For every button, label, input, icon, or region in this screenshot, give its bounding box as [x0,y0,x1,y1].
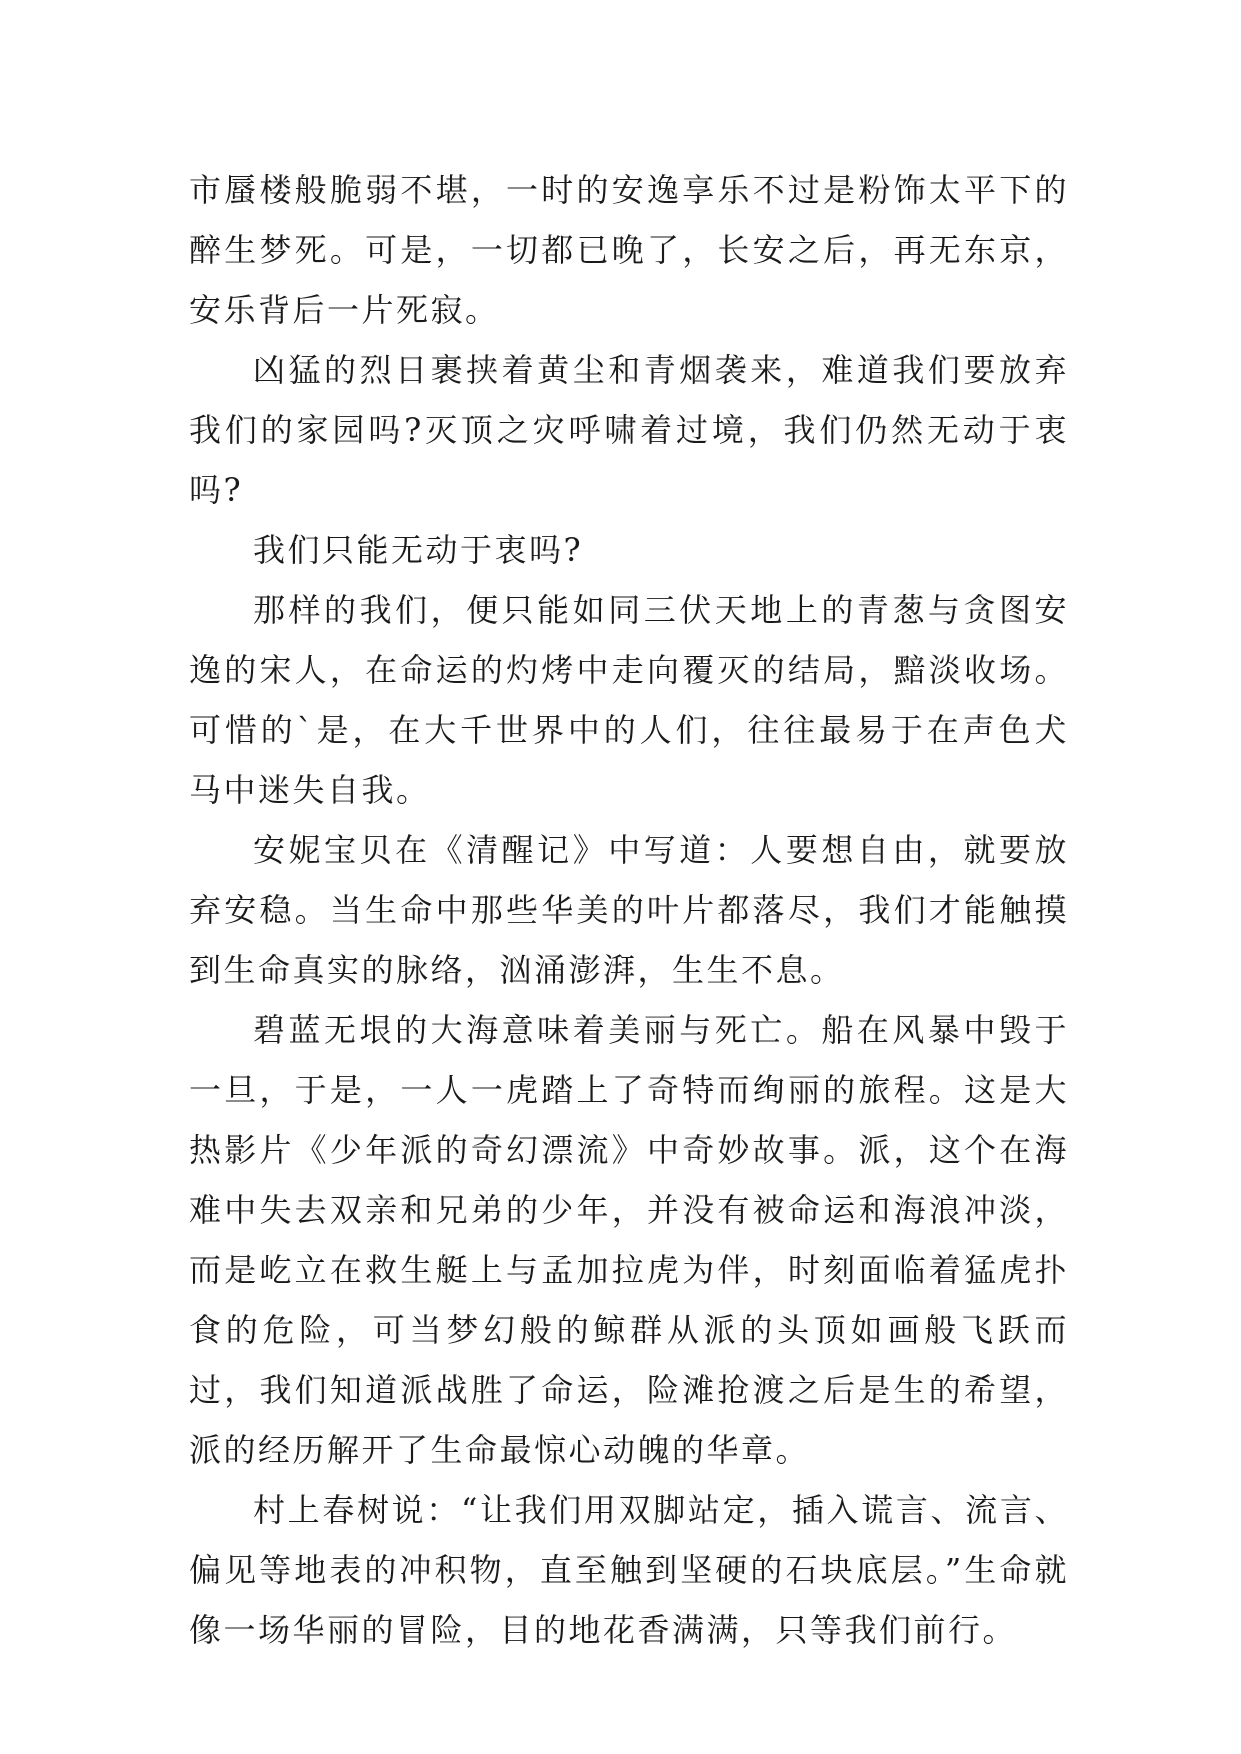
paragraph-7: 村上春树说：“让我们用双脚站定，插入谎言、流言、偏见等地表的冲积物，直至触到坚硬的石块底层。”生命就像一场华丽的冒险，目的地花香满满，只等我们前行。 [189,1491,1069,1649]
paragraph-4: 那样的我们，便只能如同三伏天地上的青葱与贪图安逸的宋人，在命运的灼烤中走向覆灭的结局，黯淡收场。可惜的`是，在大千世界中的人们，往往最易于在声色犬马中迷失自我。 [189,591,1069,809]
paragraph-2: 凶猛的烈日裹挟着黄尘和青烟袭来，难道我们要放弃我们的家园吗?灭顶之灾呼啸着过境，我们仍然无动于衷吗? [189,351,1069,509]
paragraph-3: 我们只能无动于衷吗? [253,531,584,569]
paragraph-1: 市蜃楼般脆弱不堪，一时的安逸享乐不过是粉饰太平下的醉生梦死。可是，一切都已晚了，长安之后，再无东京，安乐背后一片死寂。 [189,171,1069,329]
paragraph-5: 安妮宝贝在《清醒记》中写道：人要想自由，就要放弃安稳。当生命中那些华美的叶片都落尽，我们才能触摸到生命真实的脉络，汹涌澎湃，生生不息。 [189,831,1069,989]
document-body [189,160,1069,1660]
paragraph-6: 碧蓝无垠的大海意味着美丽与死亡。船在风暴中毁于一旦，于是，一人一虎踏上了奇特而绚丽的旅程。这是大热影片《少年派的奇幻漂流》中奇妙故事。派，这个在海难中失去双亲和兄弟的少年，并没有被命运和海浪冲淡，而是屹立在救生艇上与孟加拉虎为伴，时刻面临着猛虎扑食的危险，可当梦幻般的鲸群从派的头顶如画般飞跃而过，我们知道派战胜了命运，险滩抢渡之后是生的希望，派的经历解开了生命最惊心动魄的华章。 [189,1011,1069,1469]
